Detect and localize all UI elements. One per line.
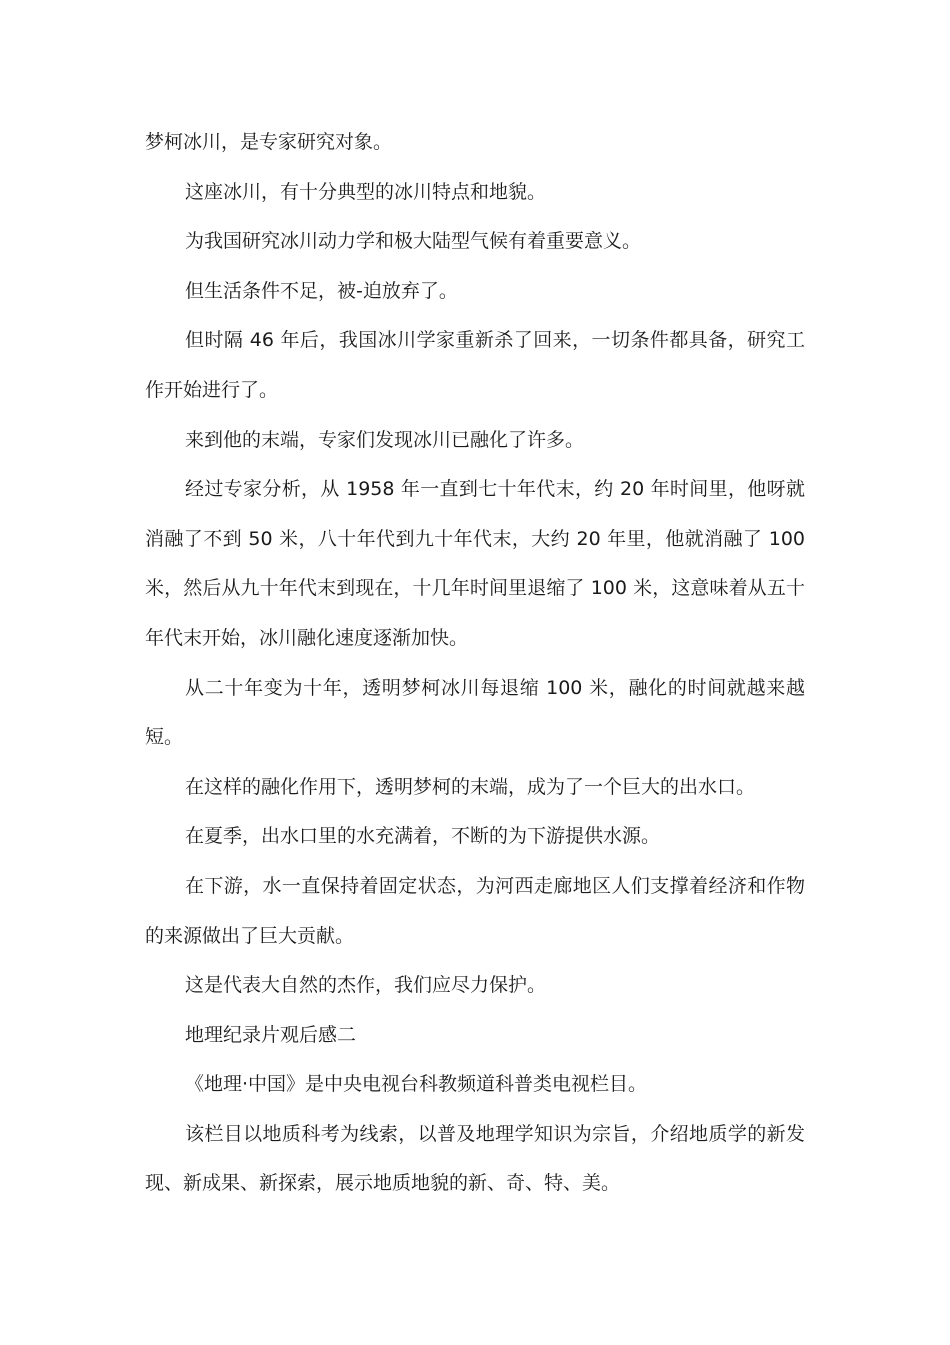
document-body [145, 118, 805, 1209]
paragraph-continuation: 梦柯冰川，是专家研究对象。 [145, 131, 393, 153]
paragraph: 在这样的融化作用下，透明梦柯的末端，成为了一个巨大的出水口。 [185, 775, 756, 798]
paragraph: 在下游，水一直保持着固定状态，为河西走廊地区人们支撑着经济和作物的来源做出了巨大贡献。 [145, 874, 805, 947]
paragraph: 这是代表大自然的杰作，我们应尽力保护。 [185, 974, 547, 997]
paragraph: 但生活条件不足，被-迫放弃了。 [185, 279, 458, 302]
paragraph: 在夏季，出水口里的水充满着，不断的为下游提供水源。 [185, 825, 661, 848]
paragraph: 来到他的末端，专家们发现冰川已融化了许多。 [185, 428, 585, 451]
paragraph: 这座冰川，有十分典型的冰川特点和地貌。 [185, 180, 547, 203]
paragraph: 为我国研究冰川动力学和极大陆型气候有着重要意义。 [185, 230, 642, 253]
paragraph: 《地理·中国》是中央电视台科教频道科普类电视栏目。 [185, 1073, 648, 1096]
section-heading: 地理纪录片观后感二 [185, 1023, 357, 1046]
paragraph: 该栏目以地质科考为线索，以普及地理学知识为宗旨，介绍地质学的新发现、新成果、新探索，展示地质地貌的新、奇、特、美。 [145, 1122, 805, 1195]
paragraph: 从二十年变为十年，透明梦柯冰川每退缩 100 米，融化的时间就越来越短。 [145, 676, 805, 749]
paragraph: 但时隔 46 年后，我国冰川学家重新杀了回来，一切条件都具备，研究工作开始进行了。 [145, 329, 805, 401]
paragraph: 经过专家分析，从 1958 年一直到七十年代末，约 20 年时间里，他呀就消融了不到 50 米，八十年代到九十年代末，大约 20 年里，他就消融了 100 米，然后从九十年代末到现在，十几年时间里退缩了 100 米，这意味着从五十年代末开始，冰川融化速度逐渐加快。 [145, 478, 805, 649]
